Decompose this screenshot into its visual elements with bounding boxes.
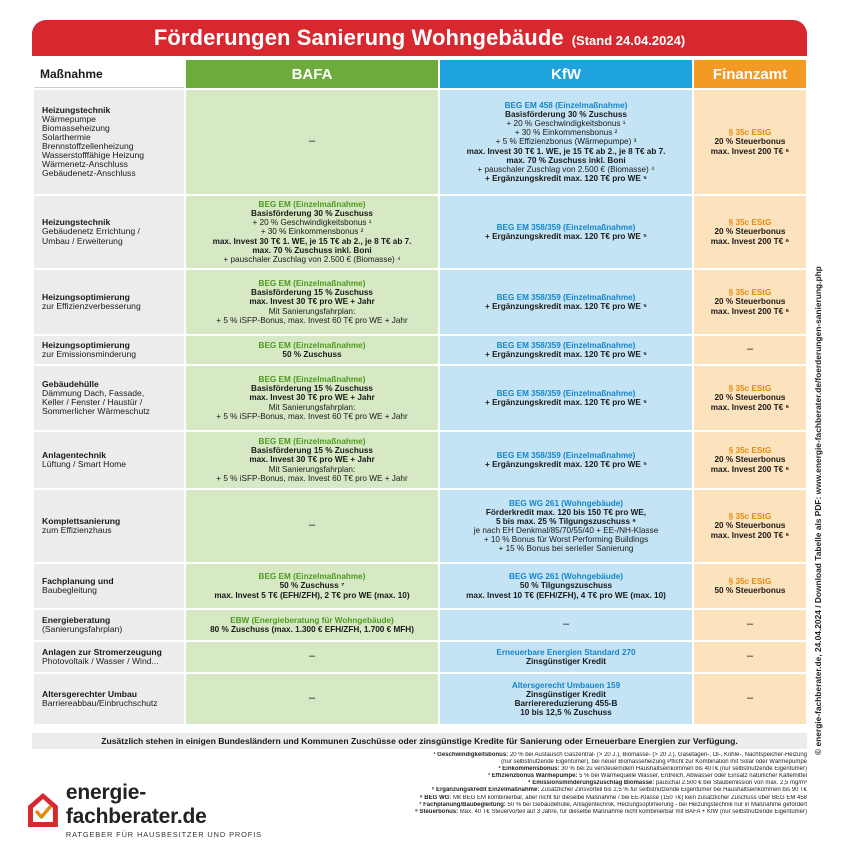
cell-bafa (186, 490, 438, 562)
funding-line: max. Invest 200 T€ ⁶ (710, 402, 790, 412)
funding-line: Mit Sanierungsfahrplan: (268, 464, 356, 474)
program-name: BEG WG 261 (Wohngebäude) (508, 572, 624, 582)
funding-table-wrap (32, 58, 807, 726)
cell-massnahme (34, 90, 184, 194)
massnahme-detail: zur Effizienzverbesserung (42, 301, 141, 311)
massnahme-title: Fachplanung und (42, 575, 114, 586)
page-date: (Stand 24.04.2024) (571, 32, 686, 48)
program-name: § 35c EStG (728, 288, 772, 298)
logo-name: energie-fachberater.de (65, 781, 207, 828)
massnahme-detail: Dämmung Dach, Fassade, (42, 387, 145, 398)
footnote (292, 773, 807, 780)
funding-line: max. Invest 200 T€ ⁶ (710, 236, 790, 246)
cell-finanzamt (694, 642, 806, 672)
funding-line: 10 bis 12,5 % Zuschuss (520, 708, 612, 718)
funding-line: max. Invest 30 T€ pro WE + Jahr (249, 297, 375, 307)
table-body (34, 90, 806, 724)
cell-bafa (186, 90, 438, 194)
cell-finanzamt (694, 196, 806, 268)
funding-line: Basisförderung 15 % Zuschuss (251, 288, 373, 298)
massnahme-title: Energieberatung (42, 614, 111, 625)
footnote-label: ⁴ Emissionsminderungszuschlag Biomasse: (527, 780, 655, 787)
cell-finanzamt (694, 490, 806, 562)
funding-line: Basisförderung 15 % Zuschuss (251, 446, 373, 456)
program-name: BEG EM (Einzelmaßnahme) (258, 437, 366, 447)
funding-line: max. Invest 10 T€ (EFH/ZFH), 4 T€ pro WE (max. 10) (466, 590, 666, 600)
massnahme-detail: Gebäudenetz-Anschluss (42, 168, 136, 179)
header-bafa: BAFA (186, 60, 438, 88)
cell-bafa (186, 642, 438, 672)
header-finanzamt: Finanzamt (694, 60, 806, 88)
funding-line: + 10 % Bonus für Worst Performing Buildings (483, 535, 649, 545)
empty-dash: – (562, 618, 570, 631)
cell-massnahme (34, 490, 184, 562)
funding-line: max. Invest 30 T€ 1. WE, je 15 T€ ab 2., je 8 T€ ab 7. (212, 236, 412, 246)
title-bar (32, 20, 807, 56)
program-name: BEG EM 358/359 (Einzelmaßnahme) (496, 450, 636, 460)
cell-massnahme (34, 610, 184, 640)
table-header-row (34, 60, 806, 88)
funding-line: + 5 % iSFP-Bonus, max. Invest 60 T€ pro WE + Jahr (216, 315, 408, 325)
funding-line: + 5 % iSFP-Bonus, max. Invest 60 T€ pro WE + Jahr (216, 473, 408, 483)
massnahme-title: Heizungstechnik (42, 104, 111, 115)
funding-line: 20 % Steuerbonus (714, 521, 786, 531)
cell-kfw (440, 270, 692, 334)
funding-line: Basisförderung 30 % Zuschuss (505, 110, 627, 120)
program-name: EBW (Energieberatung für Wohngebäude) (230, 615, 394, 625)
table-row (34, 674, 806, 724)
funding-line: + Ergänzungskredit max. 120 T€ pro WE ⁵ (485, 232, 647, 241)
program-name: BEG EM (Einzelmaßnahme) (258, 572, 366, 582)
funding-line: max. Invest 200 T€ ⁶ (710, 464, 790, 474)
cell-finanzamt (694, 336, 806, 364)
massnahme-detail: Baubegleitung (42, 585, 97, 595)
funding-line: + 5 % iSFP-Bonus, max. Invest 60 T€ pro WE + Jahr (216, 411, 408, 421)
header-massnahme: Maßnahme (34, 60, 184, 88)
cell-massnahme (34, 270, 184, 334)
funding-line: + Ergänzungskredit max. 120 T€ pro WE ⁵ (485, 350, 647, 359)
empty-dash: – (308, 692, 316, 705)
cell-kfw (440, 336, 692, 364)
footnote (292, 766, 807, 773)
funding-line: 50 % Tilgungszuschuss (519, 581, 613, 591)
massnahme-title: Heizungsoptimierung (42, 339, 130, 350)
cell-kfw (440, 564, 692, 608)
table-row (34, 610, 806, 640)
footnote (292, 752, 807, 759)
program-name: Erneuerbare Energien Standard 270 (496, 647, 636, 657)
program-name: BEG EM (Einzelmaßnahme) (258, 375, 366, 385)
logo-tagline: RATGEBER FÜR HAUSBESITZER UND PROFIS (65, 830, 262, 839)
massnahme-detail: Photovoltaik / Wasser / Wind... (42, 656, 159, 666)
funding-line: je nach EH Denkmal/85/70/55/40 + EE-/NH-Klasse (473, 526, 659, 535)
table-row (34, 90, 806, 194)
funding-line: + 30 % Einkommensbonus ² (514, 128, 618, 138)
funding-line: + Ergänzungskredit max. 120 T€ pro WE ⁵ (485, 302, 647, 311)
footnote-label: ² Einkommensbonus: (498, 766, 560, 773)
footnote-text: Max. 40 T€ Steuervorteil auf 3 Jahre, für dieselbe Maßnahme nicht kombinierbar mit BAFA + KfW (nur selbstnutzende Eigentümer) (458, 808, 807, 815)
footnote (292, 809, 807, 816)
house-check-icon (26, 791, 60, 829)
massnahme-detail: Brennstoffzellenheizung (42, 141, 134, 151)
footnote-label: ¹ Geschwindigkeitsbonus: (433, 752, 509, 758)
funding-line: 50 % Zuschuss (282, 350, 342, 359)
funding-line: max. Invest 5 T€ (EFH/ZFH), 2 T€ pro WE (max. 10) (214, 590, 410, 600)
funding-line: + pauschaler Zuschlag von 2.500 € (Biomasse) ⁴ (477, 164, 655, 174)
funding-line: max. 70 % Zuschuss inkl. Boni (506, 155, 626, 165)
funding-line: + 15 % Bonus bei serieller Sanierung (498, 544, 634, 554)
table-row (34, 196, 806, 268)
cell-bafa (186, 564, 438, 608)
program-name: § 35c EStG (728, 128, 772, 138)
funding-line: 80 % Zuschuss (max. 1.300 € EFH/ZFH, 1.700 € MFH) (210, 625, 414, 634)
footnote-text: Zusätzlicher Zinsvorteil bis 2,5 % für selbstnutzende Eigentümer bei Haushaltseinkommen bis 90 T€ (539, 787, 807, 794)
cell-bafa (186, 432, 438, 488)
funding-line: max. Invest 30 T€ 1. WE, je 15 T€ ab 2., je 8 T€ ab 7. (466, 146, 666, 156)
additional-note: Zusätzlich stehen in einigen Bundesländern und Kommunen Zuschüsse oder zinsgünstige Kredite für Sanierung oder Erneuerbare Energien zur Verfügung. (32, 733, 807, 749)
cell-kfw (440, 674, 692, 724)
footnote (292, 795, 807, 802)
cell-finanzamt (694, 610, 806, 640)
funding-line: Zinsgünstiger Kredit (525, 689, 607, 699)
massnahme-detail: Biomasseheizung (42, 122, 110, 133)
program-name: BEG EM (Einzelmaßnahme) (258, 279, 366, 289)
funding-line: + 30 % Einkommensbonus ² (260, 227, 364, 237)
funding-line: + 5 % Effizienzbonus (Wärmepumpe) ³ (495, 137, 637, 147)
table-row (34, 564, 806, 608)
cell-bafa (186, 196, 438, 268)
footnotes (292, 752, 807, 816)
cell-massnahme (34, 196, 184, 268)
footnote-label: ⁸ Steuerbonus: (414, 808, 459, 815)
table-row (34, 642, 806, 672)
footnote (292, 759, 807, 766)
header-kfw: KfW (440, 60, 692, 88)
program-name: BEG EM (Einzelmaßnahme) (258, 340, 366, 350)
cell-massnahme (34, 336, 184, 364)
cell-kfw (440, 366, 692, 430)
funding-line: + 20 % Geschwindigkeitsbonus ¹ (252, 218, 372, 228)
footnote-text: pauschal 2.500 € bei Staubemission von max. 2,5 mg/m³ (654, 780, 807, 787)
funding-line: + pauschaler Zuschlag von 2.500 € (Biomasse) ⁴ (223, 254, 401, 264)
empty-dash: – (308, 650, 316, 663)
program-name: BEG EM 358/359 (Einzelmaßnahme) (496, 388, 636, 398)
program-name: BEG EM 458 (Einzelmaßnahme) (504, 101, 628, 111)
funding-line: + Ergänzungskredit max. 120 T€ pro WE ⁵ (485, 398, 647, 407)
funding-line: Förderkredit max. 120 bis 150 T€ pro WE, (485, 507, 647, 517)
copyright-side-text: © energie-fachberater.de, 24.04.2024 / Download Tabelle als PDF: www.energie-fachberater.de/foerderungen-sanierung.php (813, 266, 823, 755)
program-name: § 35c EStG (728, 218, 772, 228)
massnahme-detail: Gebäudenetz Errichtung / (42, 226, 140, 237)
massnahme-detail: Solarthermie (42, 131, 91, 142)
cell-kfw (440, 490, 692, 562)
funding-line: 20 % Steuerbonus (714, 137, 786, 147)
cell-finanzamt (694, 366, 806, 430)
massnahme-detail: Wärmepumpe (42, 113, 96, 124)
massnahme-detail: Wasserstofffähige Heizung (42, 150, 145, 161)
cell-kfw (440, 196, 692, 268)
table-row (34, 270, 806, 334)
funding-line: max. 70 % Zuschuss inkl. Boni (252, 245, 372, 255)
funding-line: 20 % Steuerbonus (714, 297, 786, 307)
table-row (34, 432, 806, 488)
cell-massnahme (34, 564, 184, 608)
cell-massnahme (34, 674, 184, 724)
program-name: § 35c EStG (728, 384, 772, 394)
massnahme-detail: Umbau / Erweiterung (42, 235, 123, 246)
program-name: BEG EM 358/359 (Einzelmaßnahme) (496, 222, 636, 232)
funding-line: Zinsgünstiger Kredit (525, 657, 607, 666)
empty-dash: – (746, 618, 754, 631)
cell-bafa (186, 366, 438, 430)
cell-finanzamt (694, 270, 806, 334)
massnahme-title: Anlagen zur Stromerzeugung (42, 646, 162, 657)
program-name: § 35c EStG (728, 446, 772, 456)
cell-finanzamt (694, 564, 806, 608)
massnahme-title: Heizungstechnik (42, 217, 111, 228)
massnahme-detail: zum Effizienzhaus (42, 525, 112, 535)
footnote-label: ⁷ Fachplanung/Baubegleitung: (419, 801, 506, 808)
footnote-label: ⁶ BEG WG: (419, 794, 452, 801)
massnahme-detail: Barriereabbau/Einbruchschutz (42, 698, 158, 708)
funding-line: 50 % Zuschuss ⁷ (279, 581, 345, 591)
massnahme-detail: Lüftung / Smart Home (42, 459, 127, 469)
table-row (34, 490, 806, 562)
massnahme-detail: (Sanierungsfahrplan) (42, 624, 123, 634)
funding-line: max. Invest 30 T€ pro WE + Jahr (249, 455, 375, 465)
table-row (34, 336, 806, 364)
massnahme-detail: Wärmenetz-Anschluss (42, 159, 128, 170)
funding-line: 50 % Steuerbonus (714, 586, 786, 595)
funding-line: + Ergänzungskredit max. 120 T€ pro WE ⁵ (485, 173, 647, 183)
massnahme-detail: Sommerlicher Wärmeschutz (42, 406, 150, 417)
footnote-label: ⁵ Ergänzungskredit Einzelmaßnahme: (431, 787, 540, 794)
cell-kfw (440, 90, 692, 194)
empty-dash: – (746, 650, 754, 663)
program-name: BEG EM 358/359 (Einzelmaßnahme) (496, 292, 636, 302)
program-name: BEG EM 358/359 (Einzelmaßnahme) (496, 340, 636, 350)
page-title: Förderungen Sanierung Wohngebäude (153, 25, 564, 50)
cell-kfw (440, 610, 692, 640)
massnahme-title: Altersgerechter Umbau (42, 688, 138, 699)
empty-dash: – (308, 135, 316, 148)
funding-line: max. Invest 200 T€ ⁶ (710, 530, 790, 540)
footnote (292, 802, 807, 809)
program-name: BEG WG 261 (Wohngebäude) (508, 498, 624, 508)
cell-massnahme (34, 366, 184, 430)
cell-massnahme (34, 432, 184, 488)
funding-line: Basisförderung 15 % Zuschuss (251, 384, 373, 394)
empty-dash: – (746, 343, 754, 356)
program-name: BEG EM (Einzelmaßnahme) (258, 200, 366, 210)
funding-line: Basisförderung 30 % Zuschuss (251, 209, 373, 219)
massnahme-detail: zur Emissionsminderung (42, 349, 137, 359)
funding-table (32, 58, 808, 726)
program-name: § 35c EStG (728, 576, 772, 586)
funding-line: Mit Sanierungsfahrplan: (268, 402, 356, 412)
funding-line: max. Invest 30 T€ pro WE + Jahr (249, 393, 375, 403)
funding-line: 5 bis max. 25 % Tilgungszuschuss ⁶ (495, 516, 637, 526)
massnahme-title: Heizungsoptimierung (42, 291, 130, 302)
funding-line: 20 % Steuerbonus (714, 227, 786, 237)
cell-bafa (186, 610, 438, 640)
cell-bafa (186, 336, 438, 364)
cell-bafa (186, 270, 438, 334)
program-name: Altersgerecht Umbauen 159 (511, 680, 621, 690)
funding-line: Mit Sanierungsfahrplan: (268, 306, 356, 316)
massnahme-title: Anlagentechnik (42, 449, 106, 460)
cell-massnahme (34, 642, 184, 672)
massnahme-detail: Keller / Fenster / Haustür / (42, 397, 143, 407)
footnote-label: ³ Effizienzbonus Wärmepumpe: (488, 773, 578, 780)
cell-bafa (186, 674, 438, 724)
footnote-text: 30 % bei zu versteuerndem Haushaltseinkommen bis 40T€ (nur selbstnutzende Eigentümer) (559, 766, 807, 773)
funding-line: + Ergänzungskredit max. 120 T€ pro WE ⁵ (485, 460, 647, 469)
funding-line: max. Invest 200 T€ ⁶ (710, 146, 790, 156)
logo (26, 781, 286, 839)
cell-finanzamt (694, 674, 806, 724)
footnote-text: (nur selbstnutzende Eigentümer), bei neuer Biomasseheizung Pflicht zur Kombination mit Solar oder Wärmepumpe (501, 759, 807, 766)
cell-kfw (440, 432, 692, 488)
empty-dash: – (746, 692, 754, 705)
footnote-text: Mit BEG EM kombinierbar, aber nicht für dieselbe Maßnahme / bei EE-Klasse (150 T€) kein zusätzlicher Zuschuss über BEG EM 458 (451, 794, 807, 801)
footnote (292, 787, 807, 794)
massnahme-title: Komplettsanierung (42, 515, 121, 526)
funding-line: + 20 % Geschwindigkeitsbonus ¹ (506, 119, 626, 129)
funding-line: max. Invest 200 T€ ⁶ (710, 306, 790, 316)
footnote (292, 780, 807, 787)
funding-line: Barrierereduzierung 455-B (514, 699, 618, 708)
cell-finanzamt (694, 90, 806, 194)
cell-kfw (440, 642, 692, 672)
empty-dash: – (308, 519, 316, 532)
funding-line: 20 % Steuerbonus (714, 455, 786, 465)
program-name: § 35c EStG (728, 512, 772, 522)
footnote-text: 20 % bei Austausch Gaszentral- (> 20 J.), Biomasse- (> 20 J.), Gasetagen-, Öl-, Kohle-, Nachtspeicher-Heizung (508, 752, 807, 758)
cell-finanzamt (694, 432, 806, 488)
funding-line: 20 % Steuerbonus (714, 393, 786, 403)
footnote-text: 5 % bei Wärmequelle Wasser, Erdreich, Abwasser oder Einsatz natürlicher Kältemittel (577, 773, 807, 780)
footnote-text: 50 % bei Gebäudehülle, Anlagentechnik, Heizungsoptimierung - bei Heizungstechnik nur in Maßnahme gefördert (505, 801, 807, 808)
massnahme-title: Gebäudehülle (42, 378, 99, 389)
table-row (34, 366, 806, 430)
